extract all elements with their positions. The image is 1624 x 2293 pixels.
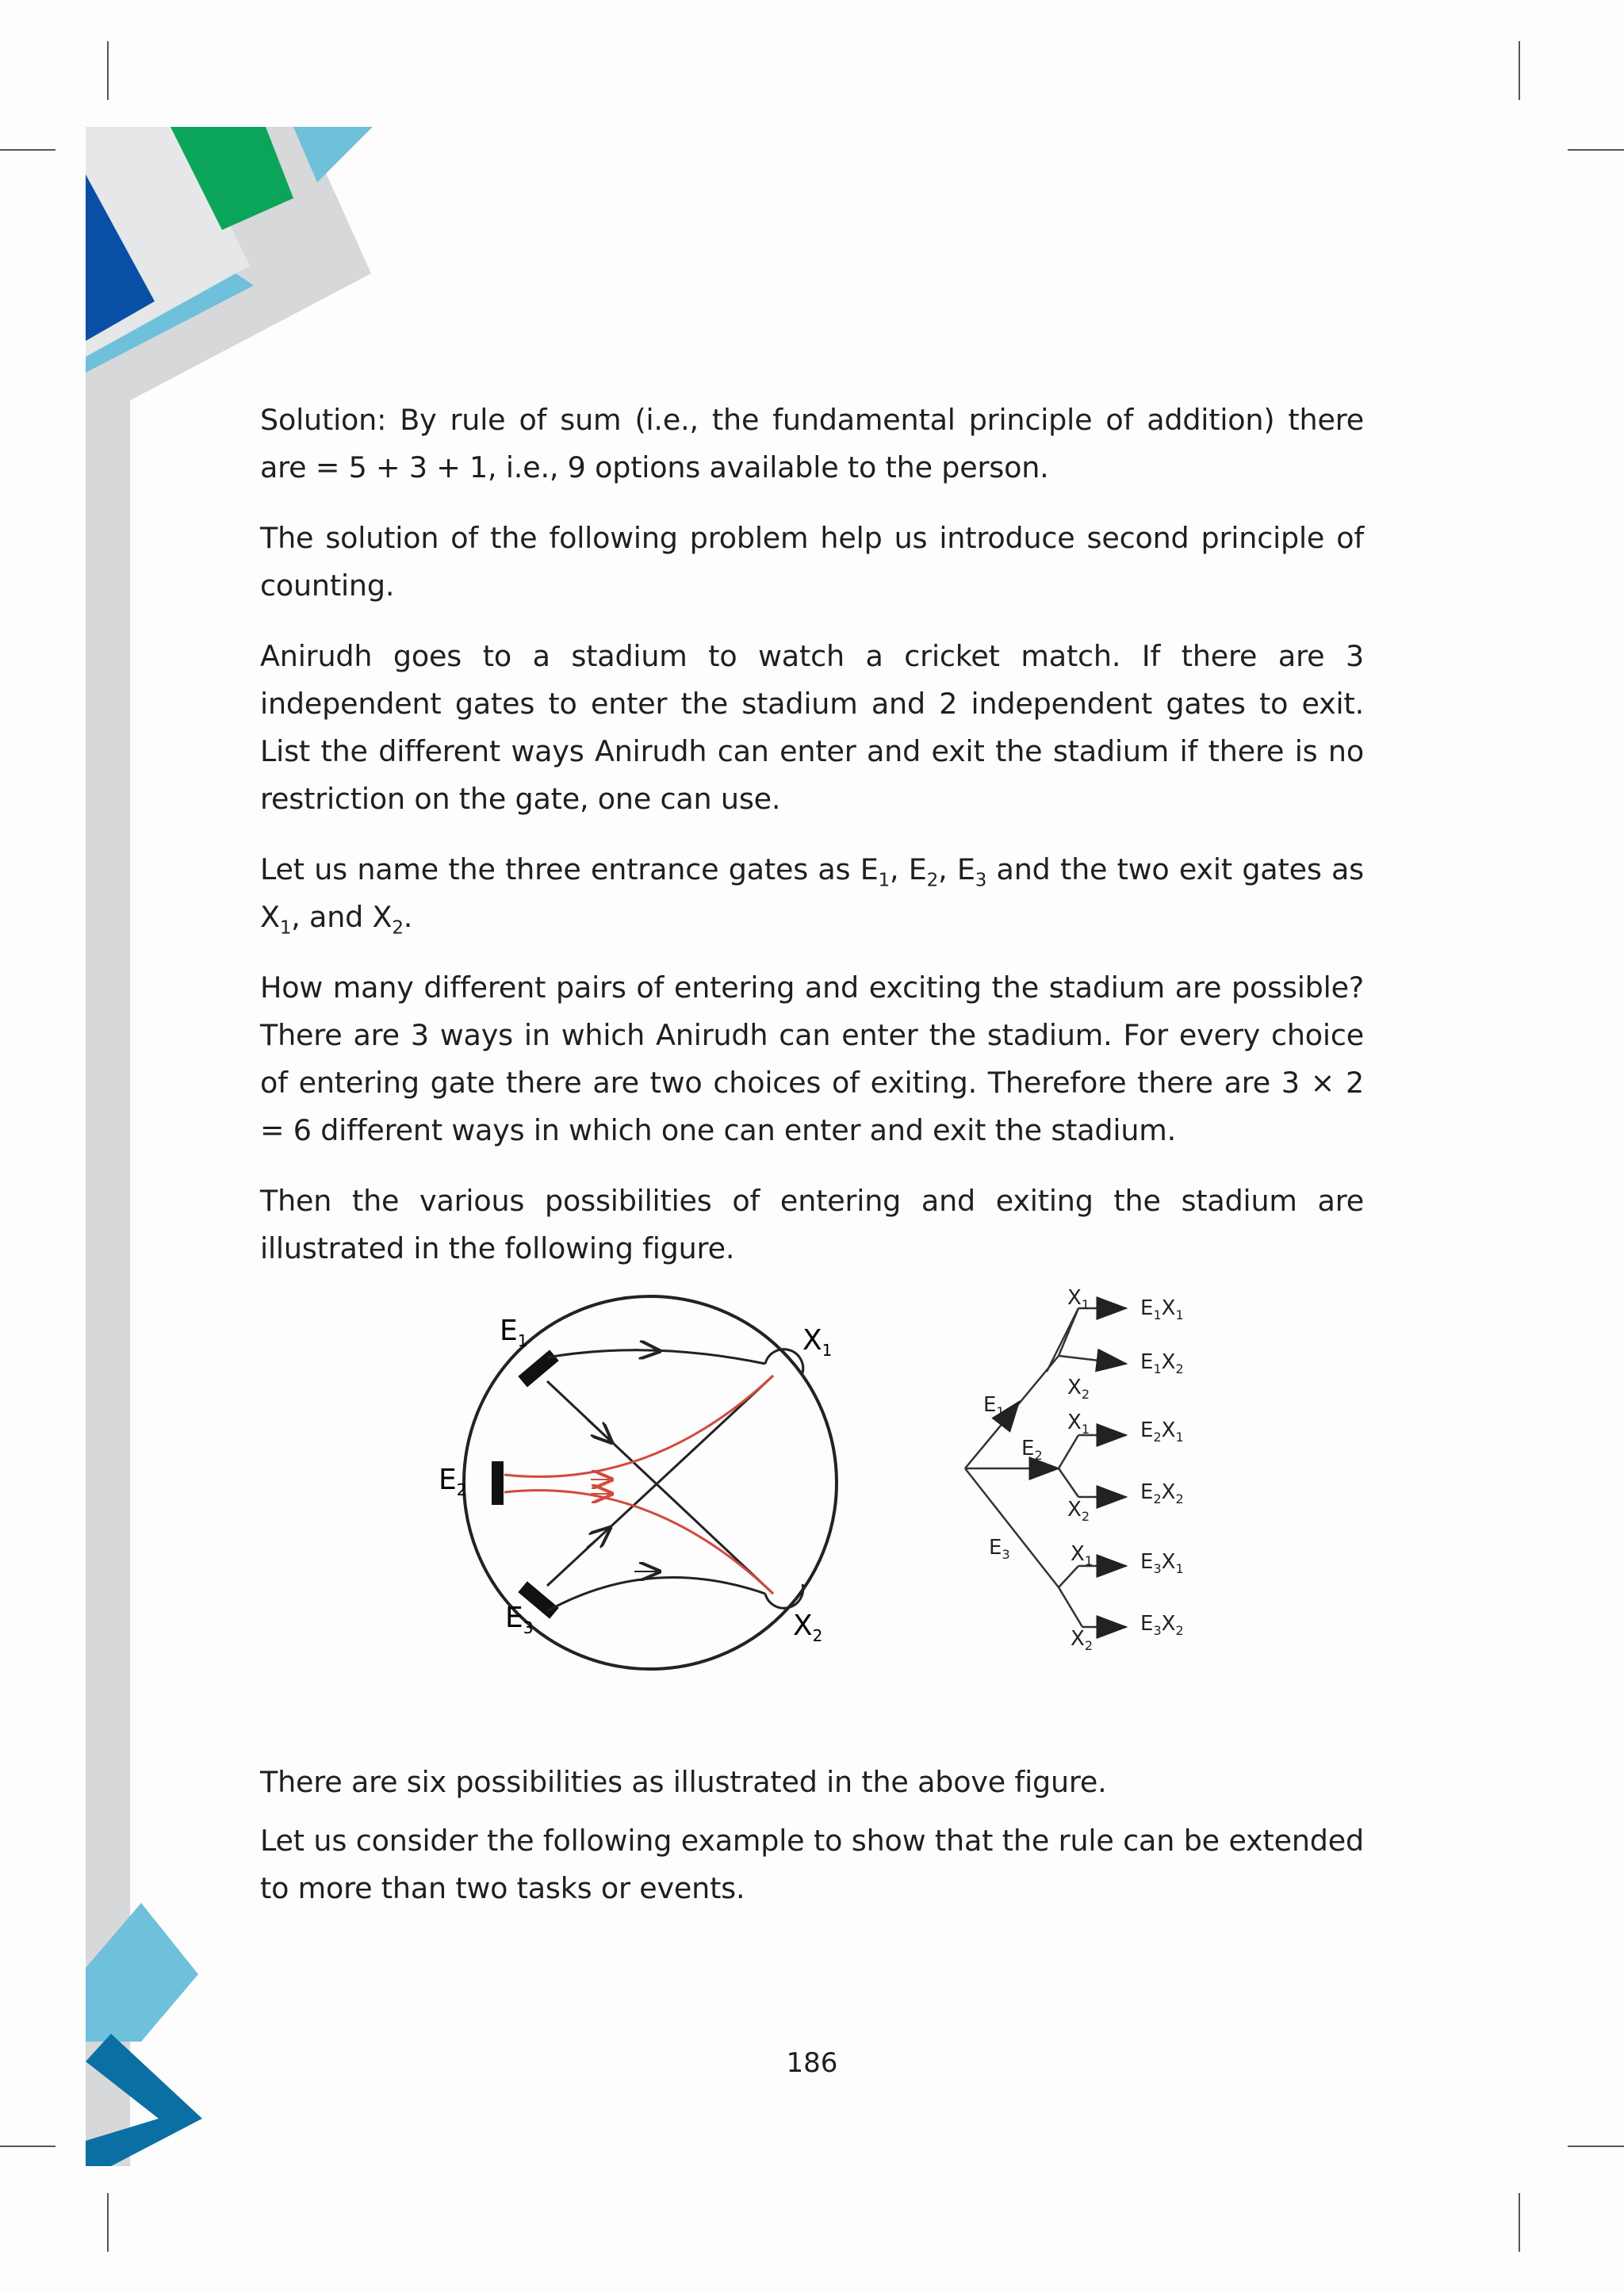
paragraph-extension: Let us consider the following example to show that the rule can be extended to more than two tasks or events. bbox=[260, 1824, 1364, 1905]
paragraph-six-possibilities: There are six possibilities as illustrated in the above figure. bbox=[260, 1765, 1107, 1799]
tree-outcome-e2x1: $E_2X_1$ bbox=[1140, 1418, 1184, 1445]
tree-label-e2: $E_2$ bbox=[1021, 1437, 1043, 1463]
tree-label-x2-b: $X_2$ bbox=[1067, 1498, 1090, 1524]
path-e1-x1 bbox=[547, 1350, 765, 1364]
tree-label-e3: $E_3$ bbox=[989, 1536, 1010, 1562]
tree-labels bbox=[983, 1286, 1184, 1653]
tree-outcome-e3x1: $E_3X_1$ bbox=[1140, 1550, 1184, 1576]
gate-e3 bbox=[518, 1581, 558, 1618]
paragraph-explanation: How many different pairs of entering and exciting the stadium are possible? There are 3 ways in which Anirudh can enter the stadium. For every choice of entering gate there are two choices of exiting. Therefore there are 3 × 2 = 6 different ways in which one can enter and exit the stadium. bbox=[260, 970, 1364, 1147]
page-number: 186 bbox=[786, 2047, 838, 2079]
tree-e1-arrow bbox=[1005, 1402, 1019, 1419]
label-x2: $X_2$ bbox=[793, 1610, 823, 1645]
tree-outcome-e3x2: $E_3X_2$ bbox=[1140, 1612, 1184, 1638]
label-x1: $X_1$ bbox=[802, 1324, 833, 1360]
path-e3-x1 bbox=[547, 1376, 773, 1586]
gate-e2 bbox=[492, 1461, 504, 1505]
paragraph-figure-intro: Then the various possibilities of entering and exiting the stadium are illustrated in the following figure. bbox=[260, 1184, 1364, 1265]
stadium-figure bbox=[0, 1265, 1624, 1709]
tree-outcome-e1x2: $E_1X_2$ bbox=[1140, 1350, 1184, 1376]
tree-e3-x2 bbox=[1059, 1587, 1082, 1627]
tree-e1-x2 bbox=[1059, 1356, 1126, 1364]
tree-e2-x1 bbox=[1059, 1435, 1078, 1468]
path-e3-x1-arrow bbox=[587, 1529, 609, 1548]
label-e3: $E_3$ bbox=[505, 1602, 534, 1637]
tree-label-x1-a: $X_1$ bbox=[1067, 1286, 1090, 1312]
paragraph-problem: Anirudh goes to a stadium to watch a cricket match. If there are 3 independent gates to enter the stadium and 2 independent gates to exit. List the different ways Anirudh can enter and exit the stadium if there is no restriction on the gate, one can use. bbox=[260, 639, 1364, 816]
path-e1-x2-arrow bbox=[587, 1419, 611, 1441]
path-e3-x2 bbox=[547, 1578, 765, 1611]
tree-e2-x2 bbox=[1059, 1468, 1078, 1497]
tree-label-x2-a: $X_2$ bbox=[1067, 1376, 1090, 1402]
paragraph-intro: The solution of the following problem help us introduce second principle of counting. bbox=[260, 521, 1364, 603]
tree-diagram bbox=[965, 1308, 1126, 1627]
after-figure-content bbox=[260, 1759, 1364, 1935]
tree-label-x2-c: $X_2$ bbox=[1071, 1627, 1093, 1653]
tree-root-e3 bbox=[965, 1468, 1059, 1587]
main-content bbox=[260, 396, 1364, 1296]
label-e2: $E_2$ bbox=[439, 1464, 467, 1499]
tree-outcome-e2x2: $E_2X_2$ bbox=[1140, 1480, 1184, 1506]
paragraph-solution: Solution: By rule of sum (i.e., the fundamental principle of addition) there are = 5 + 3 + 1, i.e., 9 options available to the person. bbox=[260, 403, 1364, 484]
tree-label-e1: $E_1$ bbox=[983, 1393, 1005, 1419]
tree-outcome-e1x1: $E_1X_1$ bbox=[1140, 1296, 1184, 1323]
label-e1: $E_1$ bbox=[500, 1315, 528, 1350]
left-band bbox=[86, 127, 130, 2166]
red-path-e2-x1 bbox=[504, 1376, 773, 1476]
red-path-e2-x2 bbox=[504, 1491, 773, 1594]
tree-label-x1-c: $X_1$ bbox=[1071, 1542, 1093, 1568]
tree-e3-x1 bbox=[1059, 1566, 1078, 1587]
path-e1-x2 bbox=[547, 1381, 773, 1594]
tree-label-x1-b: $X_1$ bbox=[1067, 1411, 1090, 1437]
paragraph-gates: Let us name the three entrance gates as $E_1$, $E_2$, $E_3$ and the two exit gates as $X_1$, and $X_2$. bbox=[260, 852, 1365, 939]
